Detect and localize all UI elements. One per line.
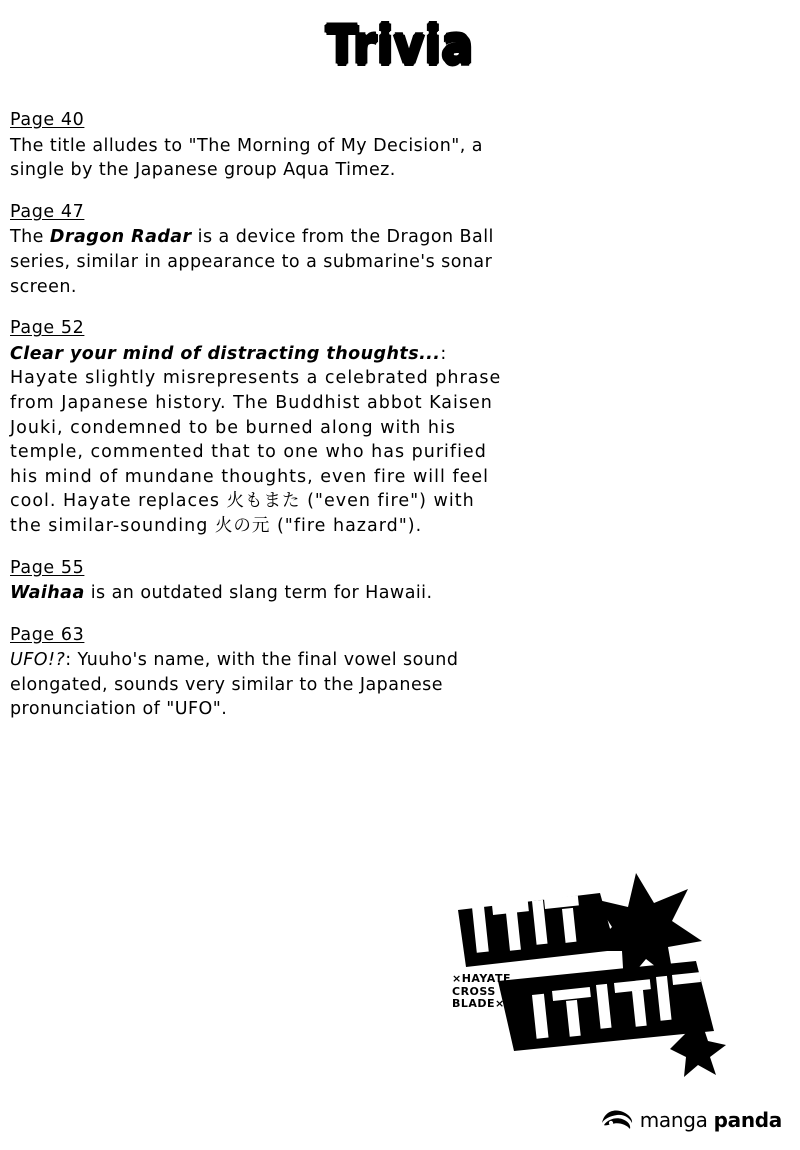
series-logo-subtitle-line1: ×HAYATE [452, 972, 511, 985]
entry-text-body: : Hayate slightly misrepresents a celebrated phrase from Japanese history. The Buddhist abbot Kaisen Jouki, condemned to be burned along with his temple, commented that to one who has purified his mind of mundane thoughts, even fire will feel cool. Hayate replaces 火もまた ("even fire") with the similar-sounding 火の元 ("fire hazard"). [10, 343, 502, 536]
entry-text-body: is an outdated slang term for Hawaii. [84, 583, 433, 604]
entry-page-label: Page 55 [10, 557, 85, 578]
series-logo-graphic [440, 855, 740, 1085]
entry-emphasis: Dragon Radar [49, 227, 192, 248]
panda-icon [600, 1109, 634, 1131]
trivia-entry [10, 556, 510, 606]
entry-text [10, 342, 510, 539]
entry-lead: Waihaa [10, 583, 85, 604]
series-logo-subtitle-line3: BLADE× [452, 997, 505, 1010]
entry-page-label: Page 40 [10, 110, 85, 130]
brand-name-first: manga [639, 1108, 708, 1132]
trivia-entry [10, 200, 510, 299]
series-logo-subtitle-line2: CROSS [452, 984, 496, 998]
page-title: Trivia [326, 14, 474, 77]
brand-name-second: panda [713, 1108, 782, 1132]
entry-page-label: Page 47 [10, 201, 85, 222]
entry-text-before: The [10, 227, 50, 248]
series-logo-subtitle [452, 973, 526, 1011]
trivia-entry [10, 623, 510, 722]
trivia-content [10, 108, 510, 739]
entry-text [10, 581, 510, 606]
series-logo [440, 855, 740, 1085]
trivia-entry [10, 316, 510, 538]
trivia-entry [10, 108, 510, 183]
entry-lead: Clear your mind of distracting thoughts... [10, 343, 441, 364]
entry-text [10, 648, 510, 722]
entry-text [10, 225, 510, 299]
entry-text-after: is a device from the Dragon Ball series, similar in appearance to a submarine's sonar screen. [10, 227, 494, 297]
entry-page-label: Page 52 [10, 318, 85, 339]
entry-lead: UFO!? [10, 650, 66, 671]
site-brand [600, 1108, 782, 1132]
entry-page-label: Page 63 [10, 624, 85, 645]
entry-text-body: : Yuuho's name, with the final vowel sound elongated, sounds very similar to the Japanese pronunciation of "UFO". [10, 650, 459, 720]
entry-text: The title alludes to "The Morning of My Decision", a single by the Japanese group Aqua Timez. [10, 135, 483, 181]
